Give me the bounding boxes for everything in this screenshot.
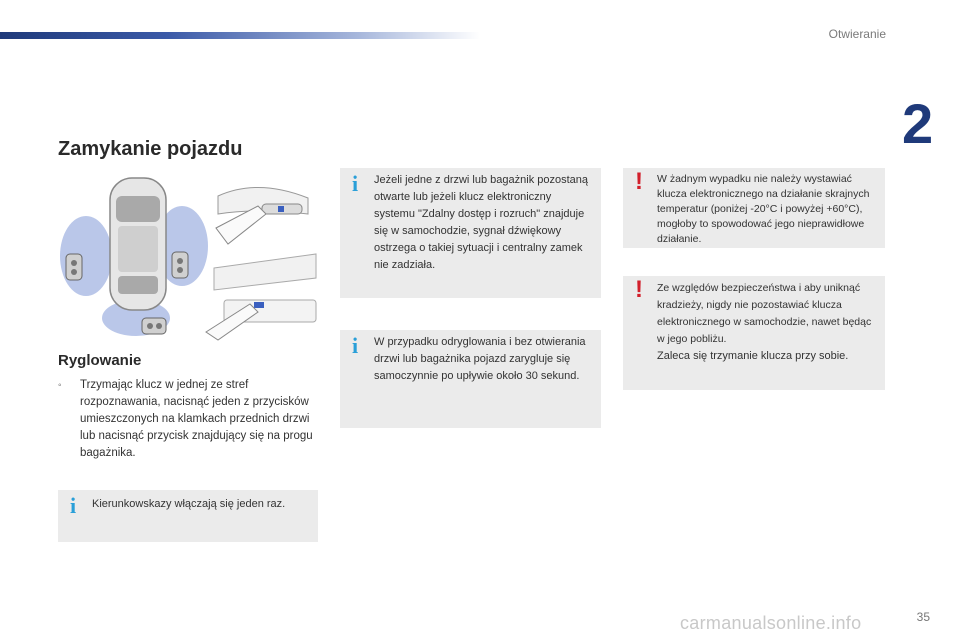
key-fob-left xyxy=(66,254,82,280)
warning-exclamation-icon: ! xyxy=(635,168,643,195)
car-keyless-illustration xyxy=(58,168,320,344)
instruction-bullet xyxy=(58,377,318,462)
header-gradient-bar xyxy=(0,32,480,39)
info-open-door-text: Jeżeli jedne z drzwi lub bagażnik pozostaną otwarte lub jeżeli klucz elektroniczny systemu "Zdalny dostęp i rozruch" znajduje się w samochodzie, sygnał dźwiękowy ostrzega o takiej sytuacji i centralny zamek nie zadziała. xyxy=(374,174,589,271)
door-handle-detail xyxy=(216,187,308,244)
car-windshield xyxy=(116,196,160,222)
info-indicators-text: Kierunkowskazy włączają się jeden raz. xyxy=(92,498,286,510)
key-fob-right xyxy=(172,252,188,278)
section-title: Otwieranie xyxy=(828,27,886,41)
car-roof xyxy=(118,226,158,272)
info-icon: i xyxy=(352,171,359,196)
warning-security-line-2: Zaleca się trzymanie klucza przy sobie. xyxy=(657,350,849,362)
page-number: 35 xyxy=(916,610,930,624)
info-box-relock xyxy=(340,330,601,428)
chapter-number: 2 xyxy=(902,92,934,155)
warning-exclamation-icon: ! xyxy=(635,276,643,303)
warning-security-line-1: Ze względów bezpieczeństwa i aby uniknąć kradzieży, nigdy nie pozostawiać klucza elektronicznego w samochodzie, nawet będąc w jego pobliżu. xyxy=(657,282,872,345)
watermark: carmanualsonline.info xyxy=(680,613,862,633)
page-title: Zamykanie pojazdu xyxy=(58,138,243,160)
info-box-indicators xyxy=(58,490,318,542)
warning-security-text xyxy=(657,280,877,365)
info-relock-text: W przypadku odryglowania i bez otwierania drzwi lub bagażnika pojazd zarygluje się samoczynnie po upływie około 30 sekund. xyxy=(374,336,586,382)
bullet-arrow-icon: ◦ xyxy=(58,380,62,391)
trunk-button-detail xyxy=(206,254,316,340)
key-fob-rear xyxy=(142,318,166,334)
warning-temperature-text: W żadnym wypadku nie należy wystawiać klucza elektronicznego na działanie skrajnych temperatur (poniżej -20°C i powyżej +60°C), mogłoby to spowodować jego nieprawidłowe działanie. xyxy=(657,173,870,245)
instruction-text: Trzymając klucz w jednej ze stref rozpoznawania, nacisnąć jeden z przycisków umieszczonych na klamkach przednich drzwi lub nacisnąć przycisk znajdujący się na progu bagażnika. xyxy=(80,379,313,459)
info-box-open-door xyxy=(340,168,601,298)
warning-box-temperature xyxy=(623,168,885,248)
warning-box-security xyxy=(623,276,885,390)
info-icon: i xyxy=(70,493,77,518)
info-icon: i xyxy=(352,333,359,358)
section-subtitle: Ryglowanie xyxy=(58,352,142,369)
car-rear-window xyxy=(118,276,158,294)
